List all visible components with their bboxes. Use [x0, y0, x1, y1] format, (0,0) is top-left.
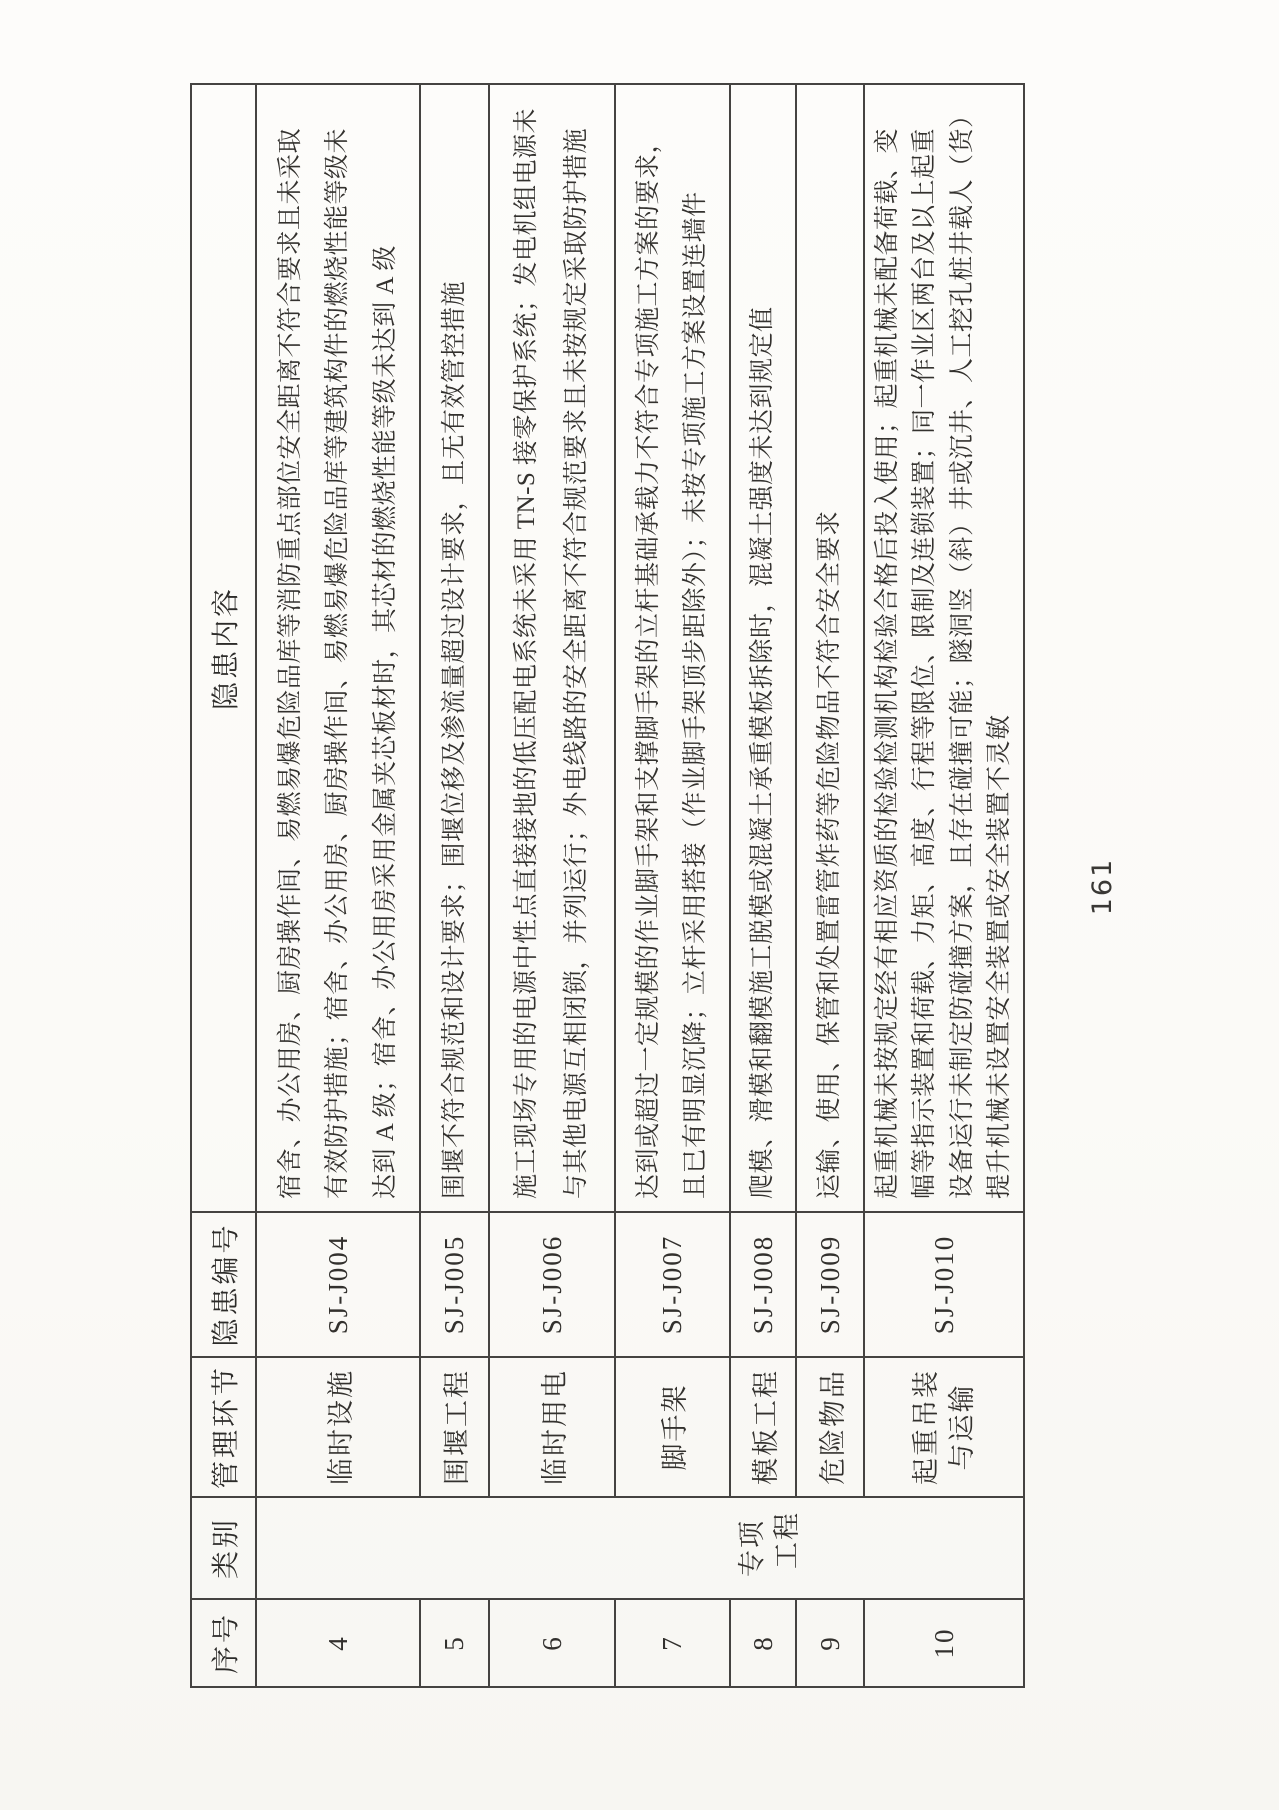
category-merged-cell: [256, 1497, 1024, 1599]
stage-cell: 脚手架: [615, 1357, 730, 1497]
serial-cell: 5: [420, 1599, 489, 1687]
content-cell: 围堰不符合规范和设计要求；围堰位移及渗流量超过设计要求，且无有效管控措施: [420, 84, 489, 1212]
table-row: [864, 84, 1024, 1687]
table-row: [420, 84, 489, 1687]
header-code: 隐患编号: [191, 1212, 256, 1357]
header-row: [191, 84, 256, 1687]
serial-cell: 9: [796, 1599, 864, 1687]
header-serial: 序号: [191, 1599, 256, 1687]
page-number: 161: [1087, 857, 1118, 916]
category-label: 专项 工程: [737, 1511, 802, 1577]
code-cell: SJ-J009: [796, 1212, 864, 1357]
code-cell: SJ-J006: [489, 1212, 615, 1357]
content-cell: 起重机械未按规定经有相应资质的检验检测机构检验合格后投入使用；起重机械未配备荷载、变 幅等指示装置和荷载、力矩、高度、行程等限位、限制及连锁装置；同一作业区两台及以上起重 设备运行未制定防碰撞方案，且存在碰撞可能；隧洞竖（斜）井或沉井、人工挖孔桩井载人（货） 提升机械未设置安全装置或安全装置不灵敏: [864, 84, 1024, 1212]
table-row: [489, 84, 615, 1687]
table-row: [796, 84, 864, 1687]
header-category: 类别: [191, 1497, 256, 1599]
serial-cell: 4: [256, 1599, 420, 1687]
content-cell: 爬模、滑模和翻模施工脱模或混凝土承重模板拆除时，混凝土强度未达到规定值: [730, 84, 796, 1212]
rotated-sheet: [190, 85, 1205, 1688]
stage-cell: 临时设施: [256, 1357, 420, 1497]
stage-cell: 危险物品: [796, 1357, 864, 1497]
serial-cell: 7: [615, 1599, 730, 1687]
table-row: [256, 84, 420, 1687]
stage-cell: 临时用电: [489, 1357, 615, 1497]
header-content: 隐患内容: [191, 84, 256, 1212]
stage-cell: 围堰工程: [420, 1357, 489, 1497]
header-stage: 管理环节: [191, 1357, 256, 1497]
serial-cell: 6: [489, 1599, 615, 1687]
serial-cell: 8: [730, 1599, 796, 1687]
code-cell: SJ-J004: [256, 1212, 420, 1357]
table-row: [730, 84, 796, 1687]
content-cell: 宿舍、办公用房、厨房操作间、易燃易爆危险品库等消防重点部位安全距离不符合要求且未采取 有效防护措施；宿舍、办公用房、厨房操作间、易燃易爆危险品库等建筑构件的燃烧性能等级未 达到 A 级；宿舍、办公用房采用金属夹芯板材时，其芯材的燃烧性能等级未达到 A 级: [256, 84, 420, 1212]
content-cell: 达到或超过一定规模的作业脚手架和支撑脚手架的立杆基础承载力不符合专项施工方案的要求， 且已有明显沉降；立杆采用搭接（作业脚手架顶步距除外）；未按专项施工方案设置连墙件: [615, 84, 730, 1212]
code-cell: SJ-J008: [730, 1212, 796, 1357]
table-row: [615, 84, 730, 1687]
code-cell: SJ-J010: [864, 1212, 1024, 1357]
stage-cell: 模板工程: [730, 1357, 796, 1497]
stage-cell: 起重吊装 与运输: [864, 1357, 1024, 1497]
code-cell: SJ-J007: [615, 1212, 730, 1357]
content-cell: 施工现场专用的电源中性点直接接地的低压配电系统未采用 TN-S 接零保护系统；发电机组电源未 与其他电源互相闭锁，并列运行；外电线路的安全距离不符合规范要求且未按规定采取防护措施: [489, 84, 615, 1212]
hazard-table: [190, 83, 1025, 1688]
serial-cell: 10: [864, 1599, 1024, 1687]
content-cell: 运输、使用、保管和处置雷管炸药等危险物品不符合安全要求: [796, 84, 864, 1212]
code-cell: SJ-J005: [420, 1212, 489, 1357]
